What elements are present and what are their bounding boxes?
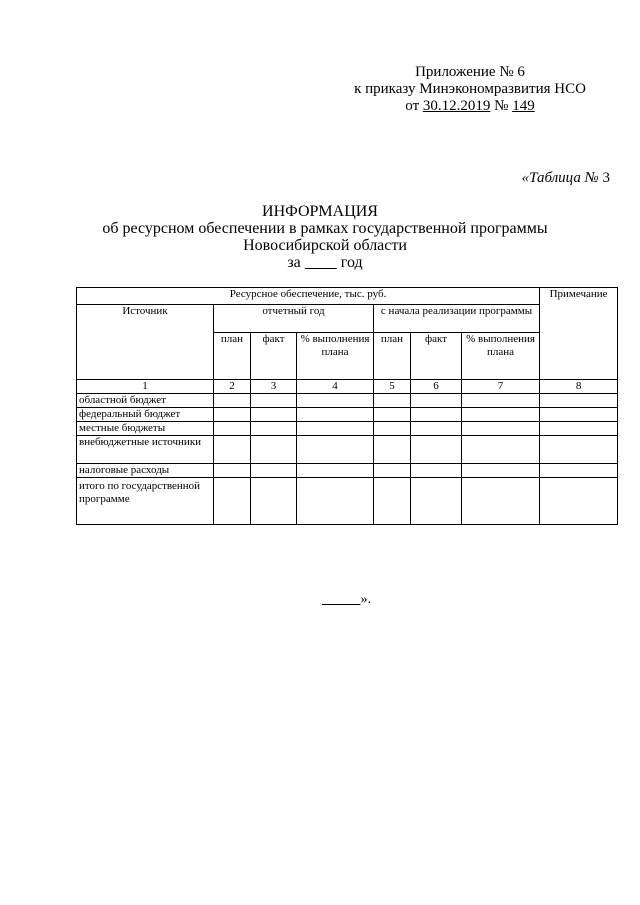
cell-empty	[214, 408, 251, 422]
col-percent: % выполнения плана	[297, 333, 374, 380]
cell-empty	[297, 408, 374, 422]
col-number: 4	[297, 380, 374, 394]
col-number: 3	[251, 380, 297, 394]
header-row-1	[77, 288, 618, 305]
cell-empty	[540, 436, 618, 464]
cell-empty	[374, 436, 411, 464]
cell-empty	[411, 394, 462, 408]
appendix-line-1: Приложение № 6	[415, 64, 525, 80]
col-fact: факт	[411, 333, 462, 380]
col-fact: факт	[251, 333, 297, 380]
appendix-line-2: к приказу Минэкономразвития НСО	[354, 81, 586, 97]
cell-empty	[297, 422, 374, 436]
header-row-2	[77, 305, 618, 333]
cell-empty	[540, 422, 618, 436]
row-source: местные бюджеты	[77, 422, 214, 436]
col-number: 8	[540, 380, 618, 394]
cell-empty	[462, 394, 540, 408]
cell-empty	[374, 478, 411, 525]
row-source: итого по государственной программе	[77, 478, 214, 525]
table-row	[77, 436, 618, 464]
cell-empty	[251, 464, 297, 478]
title-period: за год	[287, 254, 363, 271]
cell-empty	[251, 436, 297, 464]
document-title	[0, 203, 640, 271]
header-note: Примечание	[540, 288, 618, 380]
col-percent: % выполнения плана	[462, 333, 540, 380]
cell-empty	[374, 422, 411, 436]
title-line-2: об ресурсном обеспечении в рамках государственной программы	[102, 220, 548, 237]
cell-empty	[462, 422, 540, 436]
row-source: областной бюджет	[77, 394, 214, 408]
closing-line: ».	[322, 592, 371, 608]
title-line-3: Новосибирской области	[243, 237, 407, 254]
cell-empty	[374, 394, 411, 408]
cell-empty	[374, 464, 411, 478]
header-resources: Ресурсное обеспечение, тыс. руб.	[77, 288, 540, 305]
row-source: внебюджетные источники	[77, 436, 214, 464]
col-number: 7	[462, 380, 540, 394]
col-number: 6	[411, 380, 462, 394]
cell-empty	[540, 394, 618, 408]
closing-blank	[322, 592, 361, 607]
cell-empty	[251, 408, 297, 422]
cell-empty	[411, 422, 462, 436]
col-plan: план	[374, 333, 411, 380]
cell-empty	[251, 422, 297, 436]
row-source: налоговые расходы	[77, 464, 214, 478]
cell-empty	[214, 394, 251, 408]
table-row	[77, 464, 618, 478]
cell-empty	[540, 408, 618, 422]
period-blank	[305, 254, 337, 271]
order-date: 30.12.2019	[422, 98, 491, 114]
header-source: Источник	[77, 305, 214, 380]
resource-table	[76, 287, 618, 525]
row-source: федеральный бюджет	[77, 408, 214, 422]
cell-empty	[251, 478, 297, 525]
cell-empty	[374, 408, 411, 422]
column-numbers-row	[77, 380, 618, 394]
cell-empty	[411, 478, 462, 525]
cell-empty	[540, 478, 618, 525]
cell-empty	[214, 478, 251, 525]
col-plan: план	[214, 333, 251, 380]
cell-empty	[462, 436, 540, 464]
cell-empty	[462, 408, 540, 422]
cell-empty	[214, 464, 251, 478]
header-since-start: с начала реализации программы	[374, 305, 540, 333]
col-number: 1	[77, 380, 214, 394]
cell-empty	[251, 394, 297, 408]
cell-empty	[462, 478, 540, 525]
header-report-year: отчетный год	[214, 305, 374, 333]
cell-empty	[540, 464, 618, 478]
cell-empty	[297, 394, 374, 408]
appendix-line-3: от 30.12.2019 № 149	[405, 98, 535, 114]
cell-empty	[214, 436, 251, 464]
cell-empty	[297, 478, 374, 525]
col-number: 5	[374, 380, 411, 394]
table-row	[77, 394, 618, 408]
appendix-block	[330, 64, 610, 115]
table-row	[77, 478, 618, 525]
table-label: «Таблица № 3	[521, 170, 610, 186]
title-heading: ИНФОРМАЦИЯ	[262, 203, 378, 220]
cell-empty	[462, 464, 540, 478]
col-number: 2	[214, 380, 251, 394]
cell-empty	[214, 422, 251, 436]
cell-empty	[411, 464, 462, 478]
table-row	[77, 422, 618, 436]
order-number: 149	[512, 98, 535, 114]
cell-empty	[411, 408, 462, 422]
cell-empty	[411, 436, 462, 464]
cell-empty	[297, 464, 374, 478]
table-row	[77, 408, 618, 422]
cell-empty	[297, 436, 374, 464]
